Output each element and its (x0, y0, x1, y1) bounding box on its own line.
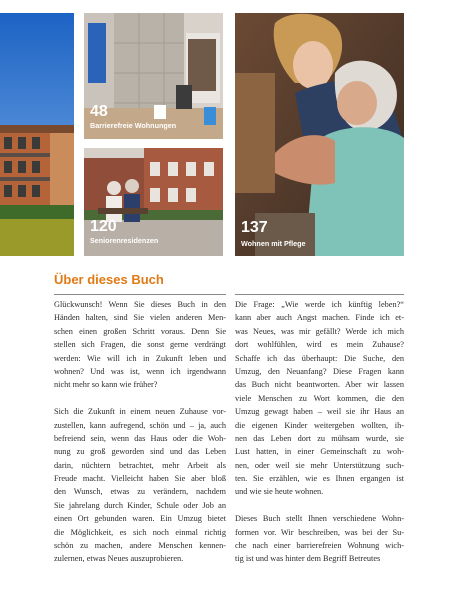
photo-renovation (84, 13, 223, 139)
text-line: nen das Leben dort zu mühsam wurde, sie (235, 433, 404, 443)
building-illustration (0, 13, 74, 256)
article-column-left (54, 298, 226, 566)
text-line: befreiend sein, wenn das Haus oder die Woh- (54, 433, 226, 443)
article-column-right (235, 298, 404, 566)
text-line: einen Ort gebunden waren. Ein Umzug bietet (54, 514, 226, 524)
paragraph-gap (54, 392, 226, 405)
photo-building (0, 13, 74, 256)
text-line: ten. Sie erzählen, wie es Ihnen ergangen ist (235, 474, 404, 484)
text-line: stellen sich Fragen, die sonst gerne verdrängt (54, 340, 226, 350)
text-line: Umzug, den Neuanfang? Diese Fragen kann (235, 366, 404, 376)
text-line: che nach einer barrierefreien Wohnung wich- (235, 541, 404, 551)
text-line: nen, oder weil sie mehr Unterstützung such- (235, 460, 404, 470)
text-line: tig ist und was hinter dem Begriff Betreutes (235, 554, 381, 564)
text-line: wohnen? Und was ist, wenn ich irgendwann (54, 366, 226, 376)
rule-right (235, 294, 404, 295)
photo-residence (84, 148, 223, 256)
text-line: Sich die Zukunft in einem neuen Zuhause vor- (54, 407, 226, 417)
rule-left (54, 294, 226, 295)
text-line: die eigenen Kinder weitergeben wollten, ih- (235, 420, 404, 430)
text-line: was Neues, was mir gefällt? Werde ich mich (235, 326, 404, 336)
text-line: werden: Wie will ich in Zukunft leben und (54, 353, 226, 363)
text-line: dort wohlfühlen, wird es mein Zuhause? (235, 340, 404, 350)
residence-count: 120 (90, 218, 117, 235)
text-line: schen einen großen Schritt voraus. Denn Sie (54, 326, 226, 336)
care-count: 137 (241, 219, 268, 236)
text-line: zustellen, kann aufregend, schön und – ja, auch (54, 420, 226, 430)
text-line: zulernen, etwas Neues auszuprobieren. (54, 554, 184, 564)
text-line: darin, nüchtern betrachtet, mehr Arbeit als (54, 460, 226, 470)
text-line: Schaffe ich das überhaupt: Die Suche, den (235, 353, 404, 363)
text-line: nung zu groß geworden sind und das Leben (54, 447, 226, 457)
text-line: viele Menschen zu Wort kommen, die den (235, 393, 404, 403)
text-line: nicht mehr so kann wie früher? (54, 380, 158, 390)
text-line: und wie sie heute wohnen. (235, 487, 324, 497)
paragraph-gap (235, 499, 404, 512)
text-line: schön zu machen, andere Menschen kennen- (54, 541, 226, 551)
photo-care (235, 13, 404, 256)
text-line: Glückwunsch! Wenn Sie dieses Buch in den (54, 300, 226, 309)
residence-label: Seniorenresidenzen (90, 236, 159, 245)
text-line: Dieses Buch stellt Ihnen verschiedene Wohn- (235, 514, 404, 524)
text-line: die Möglichkeit, es sich noch einmal richtig (54, 527, 226, 537)
article-title: Über dieses Buch (54, 272, 164, 287)
text-line: Freude macht. Vielleicht haben Sie aber bloß (54, 474, 226, 484)
renovation-count: 48 (90, 103, 108, 120)
text-line: Umzug gewagt haben – weil sie ihr Haus an (235, 407, 404, 417)
renovation-label: Barrierefreie Wohnungen (90, 121, 177, 130)
text-line: Lust hatten, in einer Gemeinschaft zu woh- (235, 447, 404, 457)
text-line: Die Frage: „Wie werde ich künftig leben?“ (235, 300, 404, 309)
text-line: formen vor. Wir beschreiben, was bei der Su- (235, 527, 404, 537)
text-line: den Wunsch, etwas zu verändern, nachdem (54, 487, 226, 497)
text-line: kann aber auch Angst machen. Finde ich et- (235, 313, 404, 323)
text-line: Sie jahrelang durch Kinder, Schule oder Job an (54, 500, 226, 510)
care-label: Wohnen mit Pflege (241, 239, 306, 248)
text-line: das Buch nicht beantworten. Aber wir lassen (235, 380, 404, 390)
text-line: Händen halten, sind Sie vielen anderen Men- (54, 313, 226, 323)
